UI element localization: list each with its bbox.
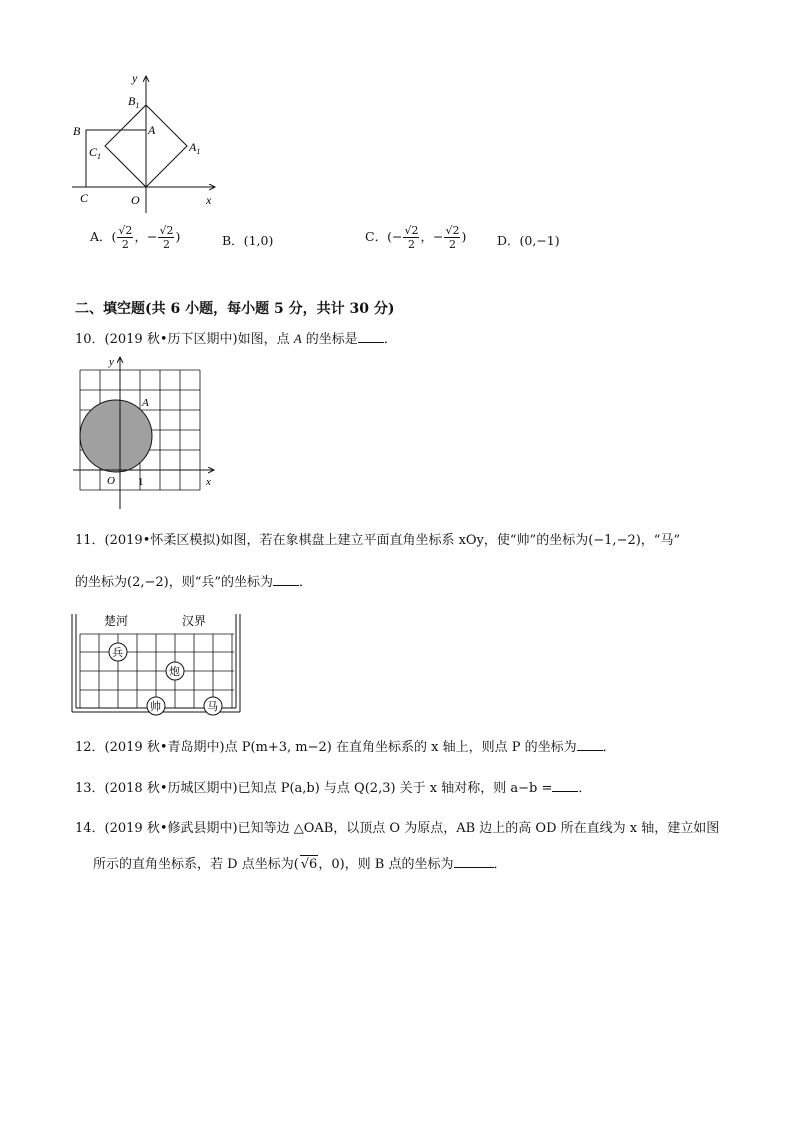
q11-label-hanjie: 汉界 bbox=[182, 614, 207, 628]
q11-piece-pao bbox=[166, 662, 184, 680]
q9-label-b: B bbox=[73, 124, 81, 138]
q9-label-c1: $C_1$ bbox=[89, 145, 102, 161]
q9-option-d: D．(0,−1) bbox=[497, 233, 560, 248]
q10-text: 10．(2019 秋•历下区期中)如图，点 A 的坐标是 ． bbox=[75, 331, 397, 347]
q9-figure bbox=[60, 68, 230, 218]
q13-text: 13．(2018 秋•历城区期中)已知点 P(a,b) 与点 Q(2,3) 关于 x 轴对称，则 a−b = ． bbox=[75, 781, 592, 796]
q11-piece-shuai bbox=[147, 697, 165, 715]
q10-figure bbox=[68, 354, 228, 514]
q10-label-o: O bbox=[107, 475, 115, 487]
q12-text: 12．(2019 秋•青岛期中)点 P(m+3, m−2) 在直角坐标系的 x 轴上，则点 P 的坐标为 ． bbox=[75, 740, 616, 755]
q11-figure bbox=[68, 606, 248, 718]
q11-piece-bing bbox=[109, 643, 127, 661]
q11-line1: 11．(2019•怀柔区模拟)如图，若在象棋盘上建立平面直角坐标系 xOy，使“帅”的坐标为(−1,−2)，“马” bbox=[75, 533, 681, 548]
q9-option-a: A．( $\frac{√2}{2}$ ，− $\frac{√2}{2}$ ) bbox=[90, 224, 181, 251]
q9-label-a: A bbox=[148, 123, 156, 137]
q9-label-x: x bbox=[206, 193, 212, 207]
q10-circle bbox=[80, 400, 152, 472]
q14-line1: 14．(2019 秋•修武县期中)已知等边 △OAB，以顶点 O 为原点，AB 边上的高 OD 所在直线为 x 轴，建立如图 bbox=[75, 821, 720, 836]
q9-option-c: C．(− $\frac{√2}{2}$ ，− $\frac{√2}{2}$ ) bbox=[365, 224, 467, 251]
q10-label-a: A bbox=[142, 397, 149, 409]
svg-text:马: 马 bbox=[207, 701, 218, 713]
q14-answer-blank[interactable] bbox=[454, 855, 494, 868]
q10-label-one: 1 bbox=[138, 476, 144, 488]
q9-label-a1: $A_1$ bbox=[189, 140, 201, 156]
q10-label-x: x bbox=[206, 476, 211, 488]
svg-text:帅: 帅 bbox=[150, 701, 161, 713]
q9-label-c: C bbox=[80, 191, 89, 205]
q9-label-y: y bbox=[132, 71, 138, 85]
q10-answer-blank[interactable] bbox=[358, 330, 384, 343]
q11-label-chuhe: 楚河 bbox=[104, 614, 129, 628]
svg-text:兵: 兵 bbox=[112, 647, 123, 659]
q9-option-b: B．(1,0) bbox=[222, 233, 274, 248]
q9-label-o: O bbox=[131, 193, 140, 207]
svg-text:炮: 炮 bbox=[169, 666, 180, 678]
q11-line2: 的坐标为(2,−2)，则“兵”的坐标为 ． bbox=[75, 575, 313, 590]
q13-answer-blank[interactable] bbox=[552, 779, 578, 792]
q11-answer-blank[interactable] bbox=[273, 573, 299, 586]
q11-piece-ma bbox=[204, 697, 222, 715]
q10-label-y: y bbox=[109, 356, 114, 368]
section-title: 二、填空题(共 6 小题，每小题 5 分，共计 30 分) bbox=[75, 301, 395, 317]
q9-label-b1: $B_1$ bbox=[128, 94, 140, 110]
q12-answer-blank[interactable] bbox=[577, 738, 603, 751]
q14-line2: 所示的直角坐标系，若 D 点坐标为( √6，0)，则 B 点的坐标为 ． bbox=[93, 857, 507, 872]
